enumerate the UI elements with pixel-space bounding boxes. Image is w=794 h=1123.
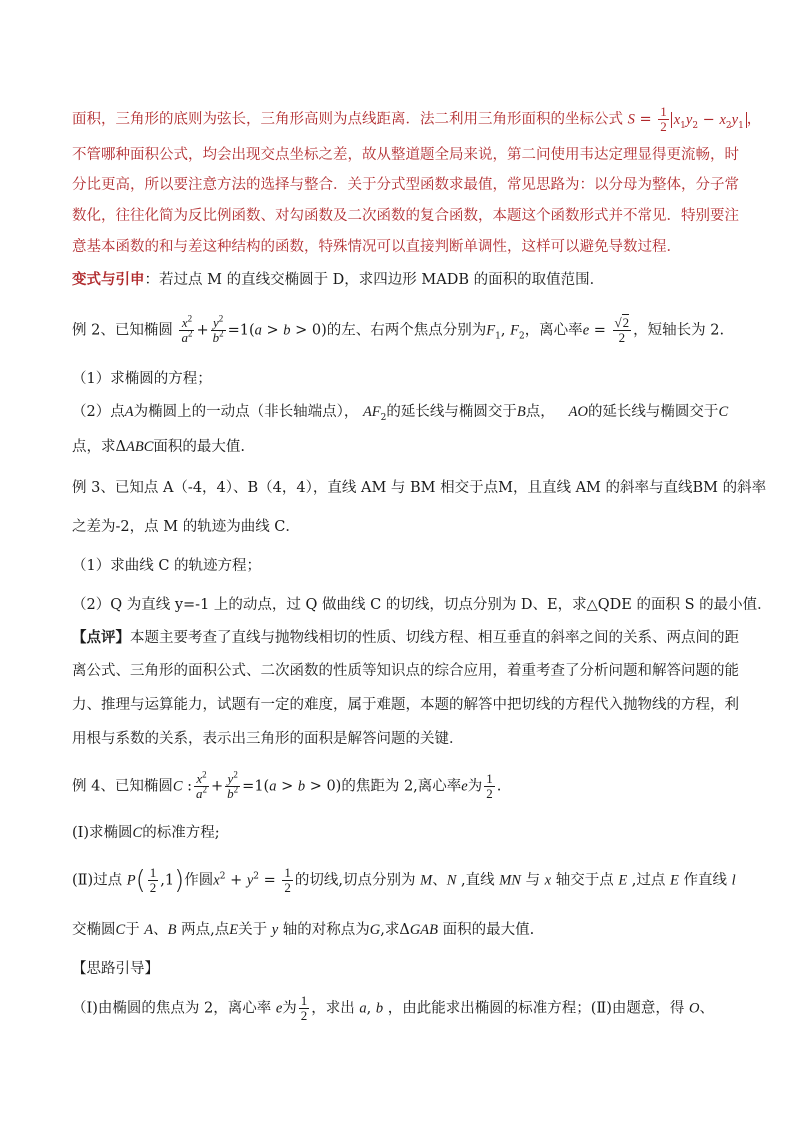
ex3-line1: 例 3、已知点 A（-4，4）、B（4，4），直线 AM 与 BM 相交于点M，且直线 AM 的斜率与直线BM 的斜率 (72, 480, 767, 496)
hint-line1: （Ⅰ)由椭圆的焦点为 2，离心率 e为 $\frac{1}{2}$ ，求出 a, b ，由此能求出椭圆的标准方程；(Ⅱ)由题意，得 O、 (72, 993, 714, 1023)
para1-line4: 数化，往往化简为反比例函数、对勾函数及二次函数的复合函数，本题这个函数形式并不常见．特别要注 (72, 208, 739, 224)
comment-label: 【点评】 (72, 629, 130, 646)
comment-line4: 用根与系数的关系，表示出三角形的面积是解答问题的关键． (72, 731, 464, 747)
ex2-q2-line2: 点，求ΔABC面积的最大值. (72, 439, 245, 455)
ex4-q2-line1: (Ⅱ)过点 P( $\frac{1}{2}$ ,1)作圆$x^2 + y^2$ = $\frac{1}{2}$ 的切线,切点分别为 M、N ,直线 MN 与 x 轴交于点 E ,过点 E 作直线 l (72, 865, 736, 896)
ex3-q2: （2）Q 为直线 y=-1 上的动点，过 Q 做曲线 C 的切线，切点分别为 D、E，求△QDE 的面积 S 的最小值． (72, 597, 772, 613)
para1-line1: 面积，三角形的底则为弦长，三角形高则为点线距离．法二利用三角形面积的坐标公式 S = $\frac{1}{2}$ $x_1y_2 - x_2y_1$ ， (72, 104, 762, 134)
ex2-q2-line1: （2）点A为椭圆上的一动点（非长轴端点）， $AF_2$的延长线与椭圆交于B点， AO的延长线与椭圆交于C (72, 404, 729, 423)
ex4-q1: (Ⅰ)求椭圆C的标准方程; (72, 825, 220, 841)
ex4-q2-line2: 交椭圆C于 A、B 两点,点E关于 y 轴的对称点为G,求ΔGAB 面积的最大值. (72, 922, 535, 938)
ex3-q1: （1）求曲线 C 的轨迹方程； (72, 558, 262, 574)
comment-line3: 力、推理与运算能力，试题有一定的难度，属于难题，本题的解答中把切线的方程代入抛物线的方程，利 (72, 697, 739, 713)
ex2-line1: 例 2、已知椭圆 $\frac{x^2}{a^2}$ + $\frac{y^2}{b^2}$ =1(a > b > 0)的左、右两个焦点分别为$F_1$, $F_2$，离心率e = $\frac{√2}{2}$ ，短轴长为 2. (72, 313, 725, 345)
variant-label: 变式与引申 (72, 271, 145, 288)
comment-line1: 【点评】本题主要考查了直线与抛物线相切的性质、切线方程、相互垂直的斜率之间的关系、两点间的距 (72, 629, 739, 646)
comment-line2: 离公式、三角形的面积公式、二次函数的性质等知识点的综合应用，着重考查了分析问题和解答问题的能 (72, 663, 739, 679)
variant-line: 变式与引申：若过点 M 的直线交椭圆于 D，求四边形 MADB 的面积的取值范围． (72, 271, 605, 288)
para1-line3: 分比更高，所以要注意方法的选择与整合．关于分式型函数求最值，常见思路为：以分母为整体，分子常 (72, 177, 739, 193)
para1-line5: 意基本函数的和与差这种结构的函数，特殊情况可以直接判断单调性，这样可以避免导数过程． (72, 239, 681, 255)
ex4-line1: 例 4、已知椭圆C : $\frac{x^2}{a^2}$ + $\frac{y^2}{b^2}$ =1(a > b > 0)的焦距为 2,离心率e为 $\frac{1}{2}$ . (72, 769, 502, 801)
para1-line2: 不管哪种面积公式，均会出现交点坐标之差，故从整道题全局来说，第二问使用韦达定理显得更流畅，时 (72, 147, 739, 163)
hint-label: 【思路引导】 (72, 961, 159, 977)
ex3-line2: 之差为-2，点 M 的轨迹为曲线 C． (72, 519, 300, 535)
ex2-q1: （1）求椭圆的方程； (72, 371, 212, 387)
